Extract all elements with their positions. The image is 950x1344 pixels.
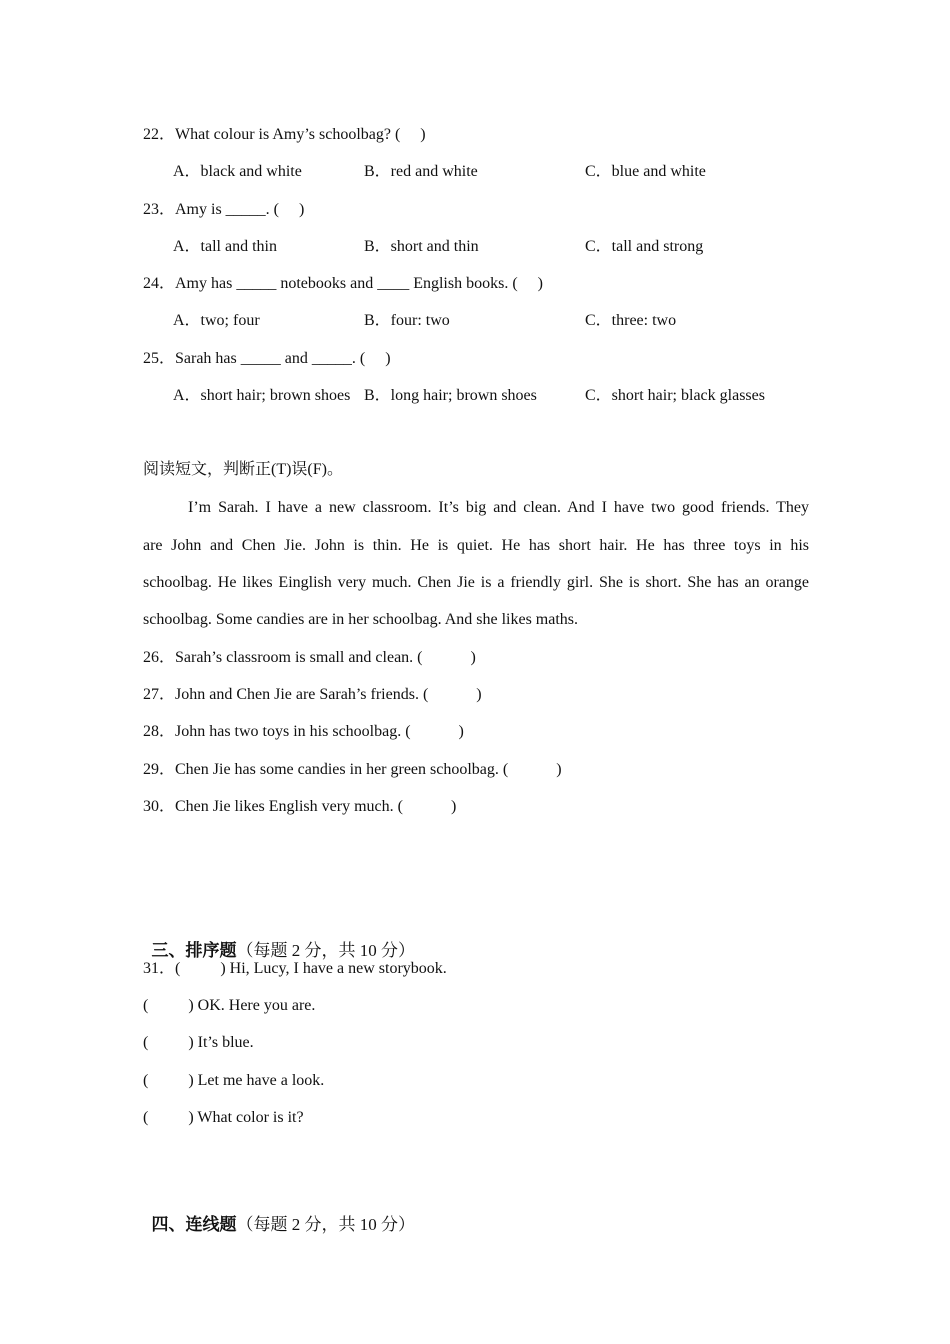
question-24-option-c: C．three: two [585,312,677,329]
question-22-option-c: C．blue and white [585,163,706,180]
question-23-option-b: B．short and thin [364,238,479,255]
question-25-option-c: C．short hair; black glasses [585,387,765,404]
question-22-option-a: A．black and white [173,163,302,180]
statement-29: 29．Chen Jie has some candies in her green schoolbag. ( ) [143,761,562,778]
reading-passage-line-1: I’m Sarah. I have a new classroom. It’s big and clean. And I have two good friends. They [188,499,809,516]
section-4-title: 四、连线题 [151,1215,237,1234]
section-3-title: 三、排序题 [151,941,237,960]
question-23-stem: 23．Amy is _____. ( ) [143,201,305,218]
reading-passage-line-3: schoolbag. He likes Einglish very much. Chen Jie is a friendly girl. She is short. She has an orange [143,574,809,591]
reading-passage-line-2: are John and Chen Jie. John is thin. He is quiet. He has short hair. He has three toys in his [143,537,809,554]
question-24-option-b: B．four: two [364,312,450,329]
question-23-option-c: C．tall and strong [585,238,704,255]
question-25-stem: 25．Sarah has _____ and _____. ( ) [143,350,391,367]
reading-passage-line-4: schoolbag. Some candies are in her schoolbag. And she likes maths. [143,611,579,628]
ordering-line-2: ( ) OK. Here you are. [143,997,316,1014]
reading-instruction: 阅读短文，判断正(T)误(F)。 [143,461,343,478]
ordering-line-5: ( ) What color is it? [143,1109,304,1126]
section-3-heading [143,921,415,961]
question-24-option-a: A．two; four [173,312,260,329]
question-24-stem: 24．Amy has _____ notebooks and ____ English books. ( ) [143,275,543,292]
question-22-option-b: B．red and white [364,163,478,180]
ordering-line-4: ( ) Let me have a look. [143,1072,325,1089]
statement-28: 28．John has two toys in his schoolbag. ( ) [143,723,464,740]
ordering-line-31: 31．( ) Hi, Lucy, I have a new storybook. [143,960,447,977]
statement-27: 27．John and Chen Jie are Sarah’s friends. ( ) [143,686,482,703]
section-4-heading [143,1195,415,1235]
question-22-stem: 22．What colour is Amy’s schoolbag? ( ) [143,126,426,143]
question-23-option-a: A．tall and thin [173,238,277,255]
ordering-line-3: ( ) It’s blue. [143,1034,254,1051]
section-4-note: （每题 2 分，共 10 分） [236,1215,415,1234]
question-25-option-b: B．long hair; brown shoes [364,387,537,404]
statement-30: 30．Chen Jie likes English very much. ( ) [143,798,457,815]
statement-26: 26．Sarah’s classroom is small and clean. ( ) [143,649,476,666]
question-25-option-a: A．short hair; brown shoes [173,387,351,404]
section-3-note: （每题 2 分，共 10 分） [236,941,415,960]
